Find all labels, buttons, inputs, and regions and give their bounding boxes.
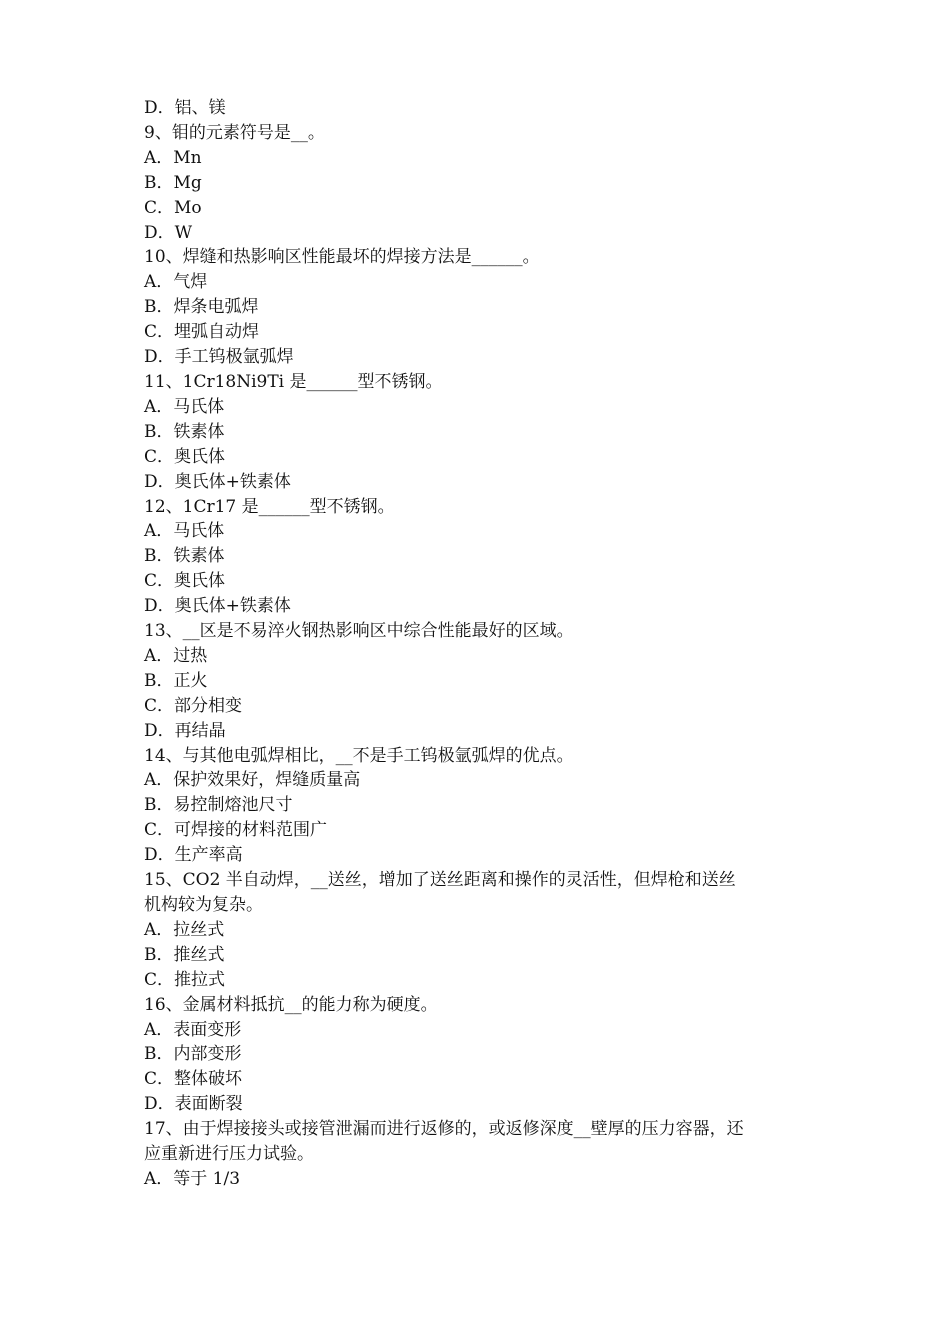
text-line: A．等于 1/3: [144, 1168, 241, 1189]
text-line: B．易控制熔池尺寸: [144, 795, 293, 816]
text-line: A．过热: [144, 645, 208, 666]
text-line: 9、钼的元素符号是__。: [144, 122, 325, 143]
text-line: B．推丝式: [144, 944, 225, 965]
text-line: 16、金属材料抵抗__的能力称为硬度。: [144, 994, 438, 1015]
text-line: 15、CO2 半自动焊，__送丝，增加了送丝距离和操作的灵活性，但焊枪和送丝: [144, 870, 736, 891]
text-line: A．拉丝式: [144, 919, 225, 940]
text-line: D．再结晶: [144, 720, 226, 741]
text-line: A．气焊: [144, 272, 208, 293]
text-line: D．奥氏体+铁素体: [144, 596, 291, 617]
text-line: 机构较为复杂。: [144, 895, 263, 915]
text-line: C．推拉式: [144, 969, 226, 990]
text-line: C．奥氏体: [144, 446, 226, 467]
text-line: D．生产率高: [144, 845, 243, 866]
document-body: [144, 96, 824, 1192]
text-line: D．手工钨极氩弧焊: [144, 347, 294, 368]
text-line: 14、与其他电弧焊相比，__不是手工钨极氩弧焊的优点。: [144, 745, 574, 766]
text-line: C．部分相变: [144, 695, 243, 716]
text-line: 10、焊缝和热影响区性能最坏的焊接方法是______。: [144, 247, 540, 268]
text-line: A．马氏体: [144, 521, 225, 542]
text-line: 17、由于焊接接头或接管泄漏而进行返修的，或返修深度__壁厚的压力容器，还: [144, 1119, 744, 1140]
text-line: 应重新进行压力试验。: [144, 1144, 314, 1165]
text-line: B．Mg: [144, 172, 202, 193]
text-line: C．奥氏体: [144, 571, 226, 592]
text-line: A．马氏体: [144, 396, 225, 417]
text-line: B．焊条电弧焊: [144, 297, 259, 318]
text-line: D．奥氏体+铁素体: [144, 471, 291, 492]
text-line: 12、1Cr17 是______型不锈钢。: [144, 496, 395, 517]
text-line: B．正火: [144, 670, 208, 691]
text-line: 13、__区是不易淬火钢热影响区中综合性能最好的区域。: [144, 621, 574, 642]
text-line: B．铁素体: [144, 421, 225, 442]
text-line: D．表面断裂: [144, 1094, 243, 1115]
text-line: 11、1Cr18Ni9Ti 是______型不锈钢。: [144, 371, 443, 392]
text-line: C．埋弧自动焊: [144, 322, 260, 343]
text-line: C．整体破坏: [144, 1069, 243, 1090]
text-line: D．W: [144, 222, 193, 243]
text-line: A．保护效果好，焊缝质量高: [144, 770, 361, 791]
text-line: A．Mn: [144, 147, 202, 168]
text-line: B．铁素体: [144, 546, 225, 567]
text-line: C．可焊接的材料范围广: [144, 820, 328, 841]
text-line: D．铝、镁: [144, 98, 226, 118]
text-line: C．Mo: [144, 197, 202, 218]
text-line: A．表面变形: [144, 1019, 242, 1040]
text-line: B．内部变形: [144, 1044, 242, 1065]
